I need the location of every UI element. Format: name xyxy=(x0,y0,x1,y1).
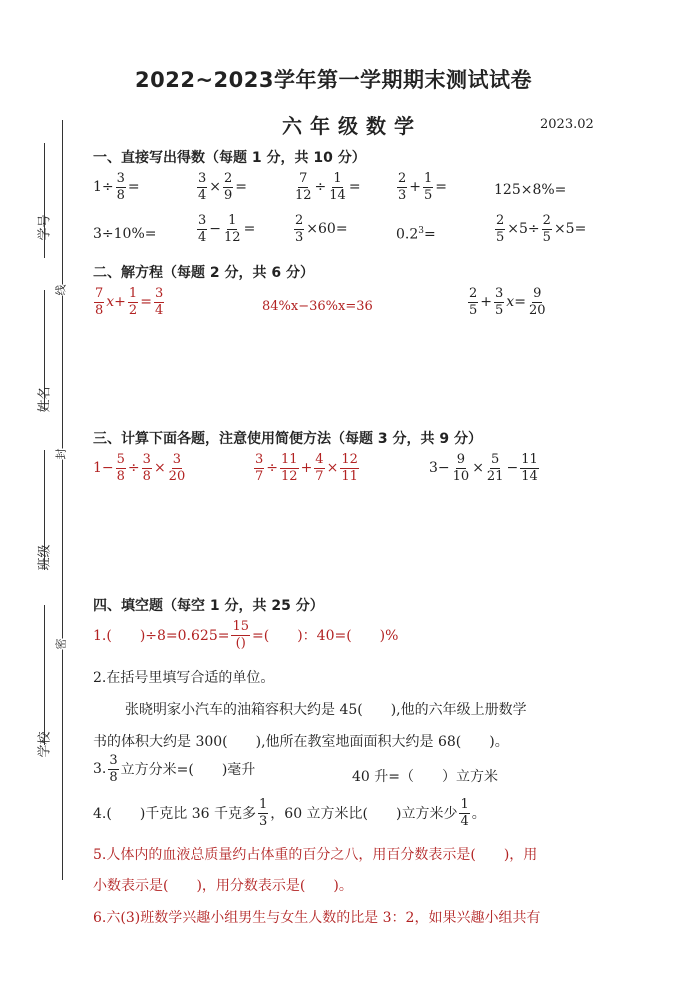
numerator: 12 xyxy=(341,452,358,467)
fraction xyxy=(280,453,299,483)
text: = xyxy=(140,294,152,311)
fraction xyxy=(494,287,504,317)
numerator: 3 xyxy=(116,171,125,186)
section-3-heading: 三、计算下面各题，注意使用简便方法（每题 3 分，共 9 分） xyxy=(93,431,482,447)
denominator: 5 xyxy=(496,229,505,245)
denominator: 8 xyxy=(95,302,104,318)
text: 3. xyxy=(93,761,107,778)
s3-calc-3 xyxy=(429,453,540,483)
s1-problem-4 xyxy=(396,172,447,202)
denominator: 4 xyxy=(460,813,469,829)
operator: × xyxy=(209,179,222,196)
denominator: 8 xyxy=(116,187,125,203)
section-4-heading: 四、填空题（每空 1 分，共 25 分） xyxy=(93,598,324,614)
denominator: 12 xyxy=(224,229,241,245)
s1-problem-1 xyxy=(93,172,140,202)
fraction xyxy=(142,453,152,483)
text: 3− xyxy=(429,460,450,477)
denominator: 12 xyxy=(295,187,312,203)
fraction xyxy=(459,798,469,828)
fraction xyxy=(495,214,505,244)
fraction xyxy=(542,214,552,244)
s4-question-4 xyxy=(93,798,486,828)
operator: × xyxy=(153,460,166,477)
s1-problem-5: 125×8%= xyxy=(494,182,567,198)
denominator: 21 xyxy=(486,468,504,484)
fraction xyxy=(168,453,187,483)
denominator: 7 xyxy=(315,468,324,484)
fraction xyxy=(108,754,118,784)
fraction xyxy=(116,172,126,202)
text: 立方分米=( )毫升 xyxy=(120,762,256,779)
denominator: 9 xyxy=(224,187,233,203)
fraction xyxy=(197,214,207,244)
student-id-label: 学号 xyxy=(37,214,53,241)
numerator: 2 xyxy=(496,213,505,228)
denominator: 3 xyxy=(398,187,407,203)
numerator: 7 xyxy=(95,286,104,301)
fraction xyxy=(128,287,138,317)
fraction xyxy=(314,453,324,483)
numerator: 9 xyxy=(456,452,466,467)
numerator: 11 xyxy=(521,452,538,467)
s1-problem-3 xyxy=(293,172,361,202)
denominator: 5 xyxy=(495,302,504,318)
fraction xyxy=(520,453,539,483)
fraction xyxy=(116,453,126,483)
text: ×5= xyxy=(553,221,587,238)
s4-question-5-line-2: 小数表示是( )，用分数表示是( )。 xyxy=(93,878,353,894)
denominator: 8 xyxy=(109,769,118,785)
s4-question-2-line-2: 书的体积大约是 300( ),他所在教室地面面积大约是 68( )。 xyxy=(93,734,509,750)
text: ×60= xyxy=(306,221,348,238)
text: 1÷ xyxy=(93,179,114,196)
s4-question-3-part-2: 40 升=（ ）立方米 xyxy=(352,769,498,785)
fraction xyxy=(197,172,207,202)
s4-question-5-line-1: 5.人体内的血液总质量约占体重的百分之八，用百分数表示是( )，用 xyxy=(93,847,538,863)
denominator: 8 xyxy=(116,468,125,484)
operator: ÷ xyxy=(127,460,140,477)
fraction xyxy=(254,453,264,483)
fraction xyxy=(452,453,471,483)
text: = xyxy=(424,226,436,243)
fraction xyxy=(340,453,359,483)
s1-problem-2 xyxy=(196,172,247,202)
fraction xyxy=(486,453,505,483)
fraction xyxy=(258,798,268,828)
numerator: 5 xyxy=(116,452,125,467)
numerator: 3 xyxy=(198,171,207,186)
name-label: 姓名 xyxy=(37,386,53,413)
denominator: 20 xyxy=(168,468,186,484)
numerator: 9 xyxy=(533,286,542,301)
text: 1.( )÷8=0.625= xyxy=(93,628,230,645)
binding-cut-line xyxy=(62,120,63,880)
numerator: 1 xyxy=(228,213,237,228)
denominator: 5 xyxy=(469,302,478,318)
section-2-heading: 二、解方程（每题 2 分，共 6 分） xyxy=(93,265,314,281)
s1-problem-8 xyxy=(293,214,348,244)
text: x+ xyxy=(106,294,126,311)
class-label: 班级 xyxy=(37,544,53,571)
operator: ÷ xyxy=(314,179,327,196)
text: = xyxy=(348,179,361,196)
numerator: 3 xyxy=(154,286,164,301)
text: = xyxy=(127,179,140,196)
fraction xyxy=(528,287,547,317)
numerator: 2 xyxy=(295,213,304,228)
numerator: 1 xyxy=(333,171,342,186)
denominator: 4 xyxy=(198,187,207,203)
numerator: 1 xyxy=(424,171,433,186)
seal-marker: 封 xyxy=(54,448,68,460)
text: 1− xyxy=(93,460,114,477)
text: x= xyxy=(506,294,526,311)
numerator: 3 xyxy=(255,452,264,467)
numerator: 3 xyxy=(142,452,151,467)
numerator: 3 xyxy=(109,753,118,768)
operator: + xyxy=(480,294,493,311)
s1-problem-6: 3÷10%= xyxy=(93,226,157,242)
fraction xyxy=(223,172,233,202)
text: 。 xyxy=(471,806,486,823)
denominator: 14 xyxy=(521,468,538,484)
sealed-marker: 密 xyxy=(54,638,68,650)
numerator: 3 xyxy=(198,213,207,228)
denominator: 10 xyxy=(452,468,470,484)
denominator: 11 xyxy=(341,468,358,484)
fraction xyxy=(231,620,250,650)
numerator: 2 xyxy=(224,171,233,186)
base: 0.2 xyxy=(396,226,419,243)
denominator: 20 xyxy=(528,302,546,318)
fraction xyxy=(397,172,407,202)
fraction xyxy=(154,287,164,317)
numerator: 7 xyxy=(299,171,308,186)
operator: − xyxy=(506,460,519,477)
s3-calc-1 xyxy=(93,453,187,483)
s1-problem-10 xyxy=(494,214,586,244)
numerator: 3 xyxy=(172,452,182,467)
numerator: 1 xyxy=(460,797,469,812)
student-id-line xyxy=(44,143,45,258)
numerator: 2 xyxy=(398,171,407,186)
exponent: 3 xyxy=(418,226,424,236)
operator: − xyxy=(209,221,222,238)
denominator: 4 xyxy=(198,229,207,245)
denominator: () xyxy=(235,635,246,651)
denominator: 3 xyxy=(259,813,268,829)
denominator: 12 xyxy=(281,468,298,484)
text: =( )：40=( )% xyxy=(252,628,399,645)
numerator: 15 xyxy=(232,619,250,634)
denominator: 8 xyxy=(142,468,151,484)
operator: × xyxy=(326,460,339,477)
operator: + xyxy=(409,179,422,196)
numerator: 5 xyxy=(491,452,500,467)
s2-equation-1 xyxy=(93,287,165,317)
s1-problem-7 xyxy=(196,214,255,244)
school-label: 学校 xyxy=(37,731,53,758)
s3-calc-2 xyxy=(253,453,360,483)
exam-title: 2022~2023学年第一学期期末测试试卷 xyxy=(135,68,532,92)
fraction xyxy=(223,214,242,244)
text: ，60 立方米比( )立方米少 xyxy=(270,806,458,823)
section-1-heading: 一、直接写出得数（每题 1 分，共 10 分） xyxy=(93,150,366,166)
numerator: 3 xyxy=(495,286,504,301)
denominator: 3 xyxy=(295,229,304,245)
text: ×5÷ xyxy=(507,221,540,238)
exam-date: 2023.02 xyxy=(540,117,594,132)
s2-equation-2: 84%x−36%x=36 xyxy=(262,299,373,314)
fraction xyxy=(468,287,478,317)
s4-question-6-line-1: 6.六(3)班数学兴趣小组男生与女生人数的比是 3：2，如果兴趣小组共有 xyxy=(93,910,541,926)
numerator: 1 xyxy=(128,286,138,301)
numerator: 4 xyxy=(315,452,324,467)
denominator: 5 xyxy=(424,187,433,203)
operator: × xyxy=(472,460,484,477)
numerator: 11 xyxy=(281,452,298,467)
s4-question-2-line-1: 张晓明家小汽车的油箱容积大约是 45( ),他的六年级上册数学 xyxy=(125,702,527,718)
school-line xyxy=(44,605,45,745)
s4-question-3 xyxy=(93,754,255,784)
numerator: 2 xyxy=(469,286,478,301)
denominator: 5 xyxy=(542,229,551,245)
s1-problem-9 xyxy=(396,226,436,243)
fraction xyxy=(294,172,313,202)
text: = xyxy=(235,179,248,196)
s2-equation-3 xyxy=(467,287,547,317)
fraction xyxy=(328,172,347,202)
denominator: 7 xyxy=(255,468,264,484)
s4-question-2: 2.在括号里填写合适的单位。 xyxy=(93,670,275,686)
text: = xyxy=(435,179,448,196)
denominator: 14 xyxy=(329,187,346,203)
denominator: 2 xyxy=(128,302,138,318)
operator: ÷ xyxy=(266,460,279,477)
s4-question-1 xyxy=(93,620,398,650)
fraction xyxy=(423,172,433,202)
fraction xyxy=(294,214,304,244)
fraction xyxy=(94,287,104,317)
numerator: 2 xyxy=(542,213,551,228)
exam-subtitle: 六年级数学 xyxy=(282,114,422,138)
numerator: 1 xyxy=(259,797,268,812)
text: = xyxy=(243,221,256,238)
line-marker: 线 xyxy=(54,284,68,296)
operator: + xyxy=(300,460,313,477)
text: 4.( )千克比 36 千克多 xyxy=(93,806,256,823)
denominator: 4 xyxy=(154,302,164,318)
